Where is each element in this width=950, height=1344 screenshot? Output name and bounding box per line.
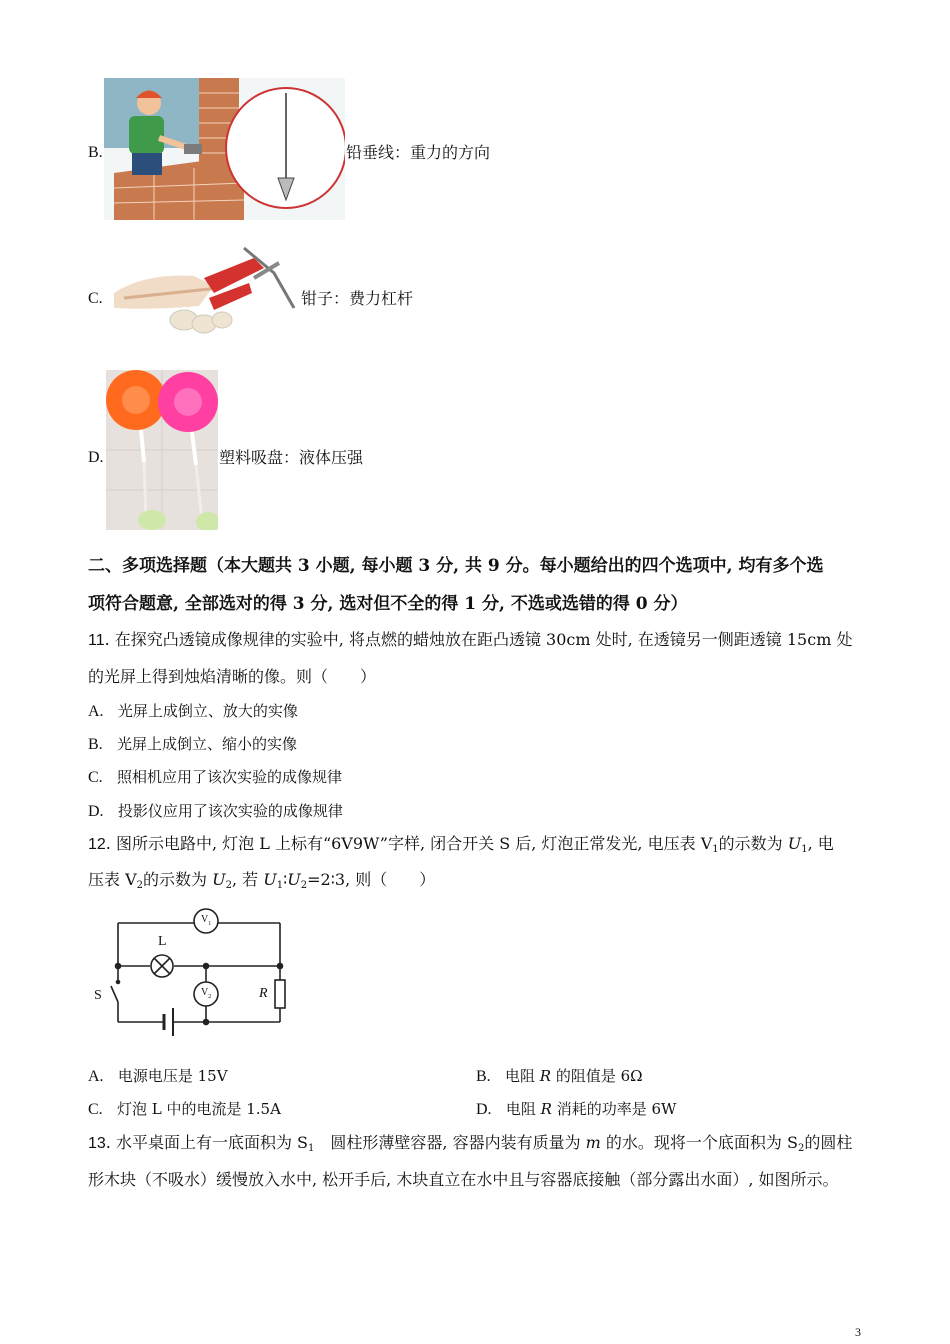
resistor-icon: [275, 980, 285, 1008]
q11-option-a: A. 光屏上成倒立、放大的实像: [88, 702, 298, 720]
option-d-label: D.: [88, 449, 104, 466]
q11-number: 11: [88, 632, 105, 649]
switch-label: S: [94, 988, 102, 1003]
q12-option-a: A. 电源电压是 15V: [88, 1067, 228, 1085]
option-b-text: 铅垂线：重力的方向: [346, 143, 491, 162]
option-d-text: 塑料吸盘：液体压强: [219, 448, 364, 467]
q11-option-d: D. 投影仪应用了该次实验的成像规律: [88, 802, 343, 820]
circuit-diagram: [90, 900, 300, 1040]
q11-option-b: B. 光屏上成倒立、缩小的实像: [88, 735, 297, 753]
q12-option-c: C. 灯泡 L 中的电流是 1.5A: [88, 1100, 281, 1118]
v1-label: $V_1$: [201, 914, 212, 927]
option-c-text: 钳子：费力杠杆: [301, 289, 414, 308]
v2-label: $V_2$: [201, 987, 212, 1000]
q11-line2: 的光屏上得到烛焰清晰的像。则（ ）: [88, 667, 377, 686]
section-heading-line1: 二、多项选择题（本大题共 3 小题, 每小题 3 分, 共 9 分。每小题给出的四个选项中, 均有多个选: [88, 556, 824, 576]
q11-option-c: C. 照相机应用了该次实验的成像规律: [88, 768, 342, 786]
q12-option-d: D. 电阻 R 消耗的功率是 6W: [476, 1100, 677, 1118]
q13-number: 13: [88, 1135, 106, 1152]
option-b-label: B.: [88, 144, 103, 161]
q13-line1: 13. 水平桌面上有一底面积为 $S_1$ 圆柱形薄壁容器, 容器内装有质量为 m 的水。现将一个底面积为 $S_2$的圆柱: [88, 1133, 853, 1154]
switch-icon: [111, 986, 118, 1002]
q12-line1: 12. 图所示电路中, 灯泡 L 上标有“6V9W”字样, 闭合开关 S 后, 灯泡正常发光, 电压表 $V_1$的示数为 $U_1$, 电: [88, 834, 834, 855]
resistor-label: R: [259, 986, 268, 1001]
q12-line2: 压表 $V_2$的示数为 $U_2$, 若 $U_1∶U_2=2∶3$, 则（ ）: [88, 870, 436, 891]
pliers-image: [104, 238, 298, 346]
q11-line1: 11. 在探究凸透镜成像规律的实验中, 将点燃的蜡烛放在距凸透镜 30cm 处时, 在透镜另一侧距透镜 15cm 处: [88, 630, 853, 649]
q13-line2: 形木块（不吸水）缓慢放入水中, 松开手后, 木块直立在水中且与容器底接触（部分露出水面）, 如图所示。: [88, 1170, 839, 1189]
q12-option-b: B. 电阻 R 的阻值是 6Ω: [476, 1067, 643, 1085]
q12-number: 12: [88, 836, 106, 853]
lamp-label: L: [158, 934, 167, 949]
page-number: 3: [855, 1325, 861, 1339]
section-heading-line2: 项符合题意, 全部选对的得 3 分, 选对但不全的得 1 分, 不选或选错的得 0 分）: [88, 594, 688, 614]
bricklayer-plumb-image: [104, 78, 345, 220]
suction-cup-image: [106, 370, 218, 530]
option-c-label: C.: [88, 290, 103, 307]
